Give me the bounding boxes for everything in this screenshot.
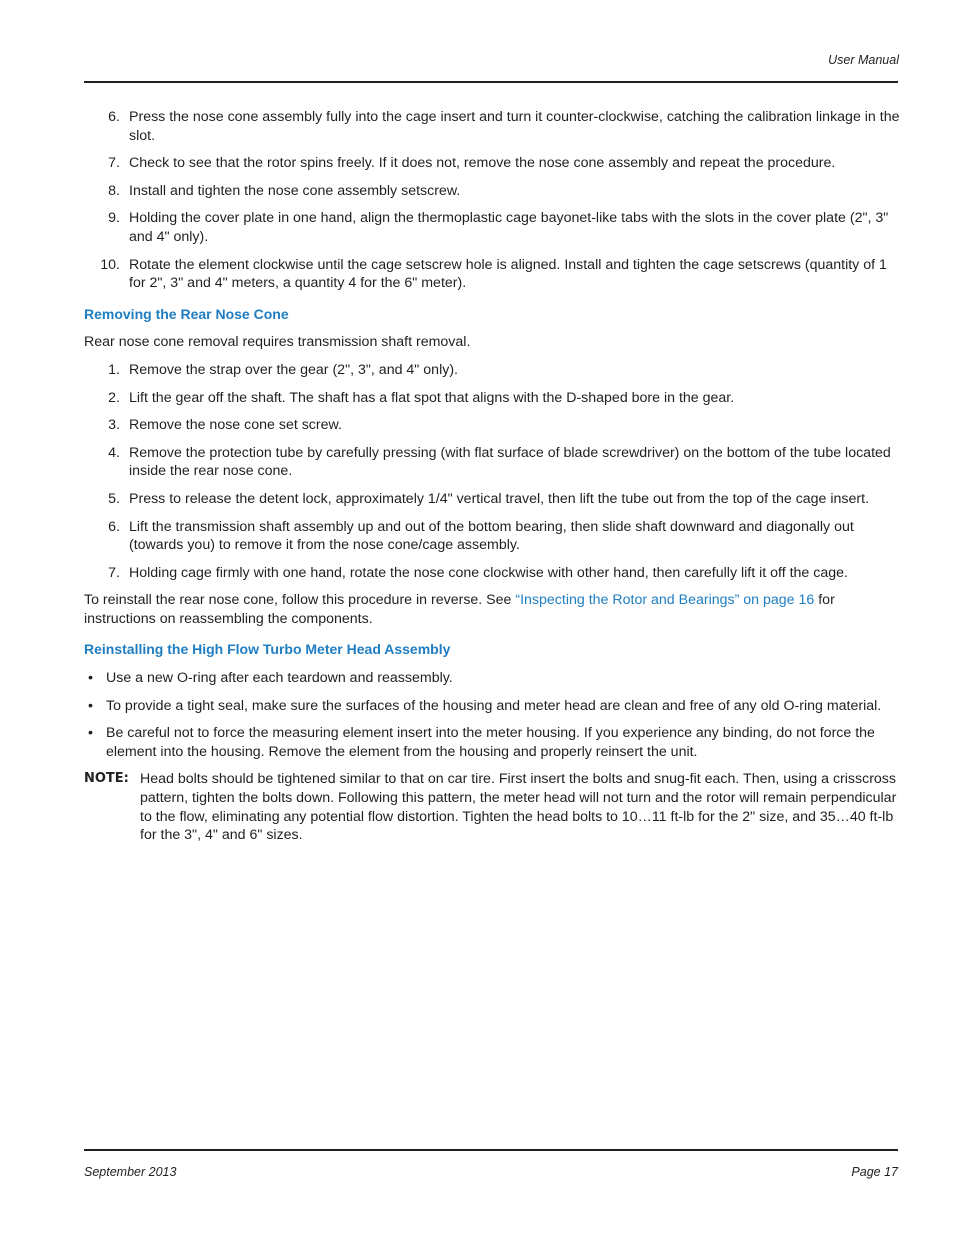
header-rule xyxy=(84,81,898,83)
footer-page-number: Page 17 xyxy=(851,1165,898,1179)
step-number: 2. xyxy=(108,389,120,406)
cross-reference-link[interactable]: “Inspecting the Rotor and Bearings” on page 16 xyxy=(515,592,815,609)
step-number: 7. xyxy=(108,564,120,581)
step-text: Remove the nose cone set screw. xyxy=(129,417,342,434)
step-number: 1. xyxy=(108,361,120,378)
reinstall-paragraph xyxy=(84,591,900,628)
list-item xyxy=(84,518,900,555)
step-number: 6. xyxy=(108,109,120,125)
section-heading-head-assembly: Reinstalling the High Flow Turbo Meter Head Assembly xyxy=(84,641,451,658)
bullet-text: To provide a tight seal, make sure the surfaces of the housing and meter head are clean and free of any old O-ring material. xyxy=(106,697,882,714)
step-number: 6. xyxy=(108,518,120,535)
step-text: Holding cage firmly with one hand, rotate the nose cone clockwise with other hand, then carefully lift it off the cage. xyxy=(129,564,848,581)
note-text: Head bolts should be tightened similar to that on car tire. First insert the bolts and snug-fit each. Then, using a crisscross pattern, tighten the bolts down. Following this pattern, the meter head will not turn and the rotor will remain perpendicular to the flow, eliminating any potential flow distortion. Tighten the head bolts to 10…11 ft-lb for the 2" size, and 35…40 ft-lb for the 3", 4" and 6" sizes. xyxy=(140,771,897,844)
list-item xyxy=(84,444,900,481)
step-text: Lift the transmission shaft assembly up and out of the bottom bearing, then slide shaft downward and diagonally out (towards you) to remove it from the nose cone/cage assembly. xyxy=(129,518,854,554)
list-item xyxy=(84,416,900,435)
list-item xyxy=(84,697,900,716)
step-number: 10. xyxy=(100,256,120,273)
step-text: Remove the strap over the gear (2", 3", and 4" only). xyxy=(129,361,458,378)
list-item xyxy=(84,108,900,145)
list-item xyxy=(84,389,900,408)
step-text: Remove the protection tube by carefully pressing (with flat surface of blade screwdriver) on the bottom of the tube located inside the rear nose cone. xyxy=(129,444,891,480)
list-item xyxy=(84,256,900,293)
list-item xyxy=(84,669,900,688)
installation-steps-list xyxy=(84,108,900,293)
step-text: Check to see that the rotor spins freely. If it does not, remove the nose cone assembly and repeat the procedure. xyxy=(129,155,836,172)
step-text: Press to release the detent lock, approximately 1/4" vertical travel, then lift the tube out from the top of the cage insert. xyxy=(129,490,870,507)
step-text: Press the nose cone assembly fully into the cage insert and turn it counter-clockwise, catching the calibration linkage in the slot. xyxy=(129,109,900,144)
reinstall-text: To reinstall the rear nose cone, follow this procedure in reverse. See xyxy=(84,592,516,609)
bullet-text: Be careful not to force the measuring element insert into the meter housing. If you experience any binding, do not force the element into the housing. Remove the element from the housing and properly reinsert the unit. xyxy=(106,725,875,760)
step-text: Holding the cover plate in one hand, align the thermoplastic cage bayonet-like tabs with the slots in the cover plate (2", 3" and 4" only). xyxy=(129,210,889,245)
section-heading-rear-nose-cone: Removing the Rear Nose Cone xyxy=(84,305,289,322)
step-text: Install and tighten the nose cone assembly setscrew. xyxy=(129,182,461,199)
note-label: NOTE: xyxy=(84,771,129,787)
step-number: 4. xyxy=(108,444,120,461)
list-item xyxy=(84,564,900,583)
step-number: 8. xyxy=(108,182,120,199)
bullet-list xyxy=(84,669,900,761)
step-number: 9. xyxy=(108,210,120,227)
list-item xyxy=(84,490,900,509)
step-number: 7. xyxy=(108,155,120,172)
step-number: 5. xyxy=(108,490,120,507)
page-content xyxy=(84,108,900,845)
list-item xyxy=(84,154,900,173)
footer-rule xyxy=(84,1149,898,1151)
bullet-icon: • xyxy=(88,670,93,687)
list-item xyxy=(84,361,900,380)
bullet-text: Use a new O-ring after each teardown and reassembly. xyxy=(106,670,453,687)
step-text: Lift the gear off the shaft. The shaft has a flat spot that aligns with the D-shaped bore in the gear. xyxy=(129,389,735,406)
footer-date: September 2013 xyxy=(84,1165,177,1179)
step-text: Rotate the element clockwise until the cage setscrew hole is aligned. Install and tighten the cage setscrews (quantity of 1 for 2", 3" and 4" meters, a quantity 4 for the 6" meter). xyxy=(129,256,887,292)
list-item xyxy=(84,724,900,761)
note-block xyxy=(84,770,900,844)
bullet-icon: • xyxy=(88,697,93,714)
removal-steps-list xyxy=(84,361,900,582)
step-number: 3. xyxy=(108,417,120,434)
section-intro: Rear nose cone removal requires transmission shaft removal. xyxy=(84,334,471,351)
reinstall-text-end: for instructions on reassembling the components. xyxy=(84,592,835,627)
list-item xyxy=(84,182,900,201)
list-item xyxy=(84,209,900,246)
header-title: User Manual xyxy=(828,53,899,67)
bullet-icon: • xyxy=(88,725,93,742)
